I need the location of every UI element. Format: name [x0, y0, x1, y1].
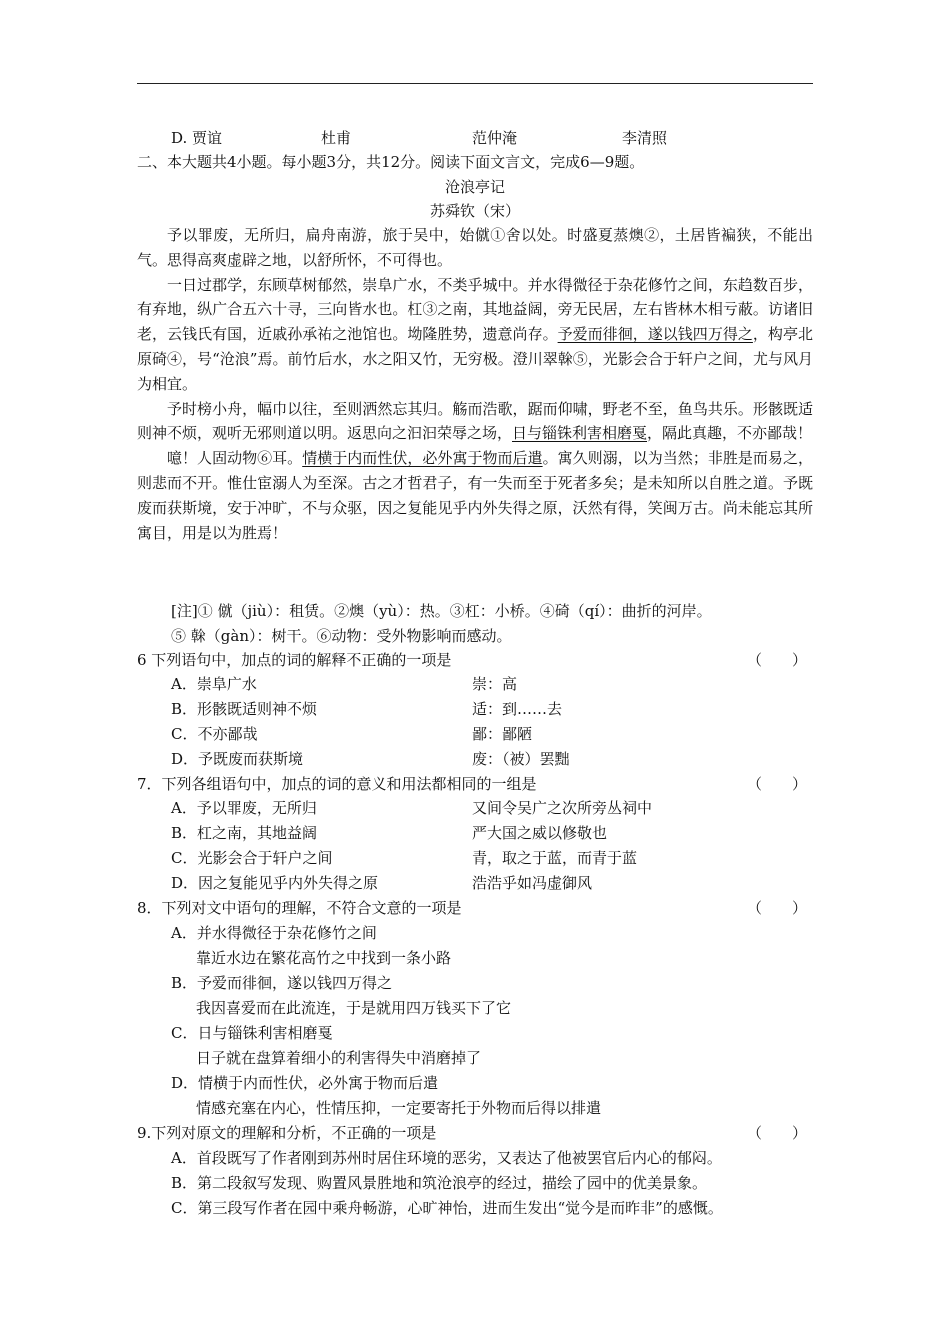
p2-underlined: 予爱而徘徊，遂以钱四万得之 [557, 325, 753, 344]
q7-option-a: A．予以罪废，无所归 [171, 799, 317, 817]
q6-option-a: A．崇阜广水 [171, 675, 257, 693]
note-line-2: ⑤ 榦（gàn）：树干。⑥动物：受外物影响而感动。 [171, 627, 512, 645]
paragraph-2 [137, 273, 813, 397]
q7-option-c: C．光影会合于轩户之间 [171, 849, 333, 867]
p2-text-a: 一日过郡学，东顾草树郁然，崇阜广水，不类乎城中。并水得微径于杂花修竹之间，东趋数百步，有弃地，纵广合五六十寻，三向皆水也。杠③之南，其地益阔，旁无民居，左右皆林木相亏蔽。访诸旧老，云钱氏有国，近戚孙承祐之池馆也。坳隆胜势，遗意尚存。 [137, 275, 813, 344]
top-rule [137, 83, 813, 84]
q7-option-b-pair: 严大国之威以修敬也 [472, 824, 608, 842]
q8-option-a: A．并水得微径于杂花修竹之间 [171, 924, 377, 942]
q9-option-b: B．第二段叙写发现、购置风景胜地和筑沧浪亭的经过，描绘了园中的优美景象。 [171, 1174, 708, 1192]
note-line-1: [注]① 僦（jiù）：租赁。②燠（yù）：热。③杠：小桥。④碕（qí）：曲折的河岸。 [171, 602, 712, 620]
p4-underlined: 情横于内而性伏，必外寓于物而后遣 [302, 449, 543, 468]
p3-underlined: 日与锱铢利害相磨戛 [512, 424, 648, 443]
q7-stem: 7．下列各组语句中，加点的词的意义和用法都相同的一组是 [137, 775, 537, 793]
q6-option-a-meaning: 崇：高 [472, 675, 518, 693]
p4-text-b: 。寓久则溺，以为当然；非胜是而易之，则悲而不开。惟仕宦溺人为至深。古之才哲君子，有一失而至于死者多矣；是未知所以自胜之道。予既废而获斯境，安于冲旷，不与众驱，因之复能见乎内外失得之原，沃然有得，笑闽万古。尚未能忘其所寓目，用是以为胜焉！ [137, 449, 813, 542]
q8-option-b: B．予爱而徘徊，遂以钱四万得之 [171, 974, 393, 992]
q6-answer-blank[interactable]: （ ） [747, 651, 808, 669]
p3-text-b: ，隔此真趣，不亦鄙哉！ [647, 424, 813, 443]
q8-answer-blank[interactable]: （ ） [747, 899, 808, 917]
passage-body [137, 223, 813, 545]
q8-option-c-translation: 日子就在盘算着细小的利害得失中消磨掉了 [196, 1049, 482, 1067]
top-option-c2: 杜甫 [321, 129, 352, 147]
q9-option-c: C．第三段写作者在园中乘舟畅游，心旷神怡，进而生发出“觉今是而昨非”的感慨。 [171, 1199, 723, 1217]
q8-option-b-translation: 我因喜爱而在此流连，于是就用四万钱买下了它 [196, 999, 512, 1017]
q9-stem: 9.下列对原文的理解和分析，不正确的一项是 [137, 1124, 437, 1142]
q8-option-a-translation: 靠近水边在繁花高竹之中找到一条小路 [196, 949, 452, 967]
paragraph-4 [137, 446, 813, 545]
q8-option-d-translation: 情感充塞在内心，性情压抑，一定要寄托于外物而后得以排遣 [196, 1099, 602, 1117]
q8-option-d: D．情横于内而性伏，必外寓于物而后遣 [171, 1074, 439, 1092]
q7-option-d-pair: 浩浩乎如冯虚御风 [472, 874, 593, 892]
q6-option-c-meaning: 鄙：鄙陋 [472, 725, 533, 743]
q6-option-b: B．形骸既适则神不烦 [171, 700, 318, 718]
q6-option-b-meaning: 适：到……去 [472, 700, 563, 718]
q8-stem: 8．下列对文中语句的理解，不符合文意的一项是 [137, 899, 462, 917]
q6-option-d-meaning: 废：（被）罢黜 [472, 750, 570, 768]
p3-text-a: 予时榜小舟，幅巾以往，至则洒然忘其归。觞而浩歌，踞而仰啸，野老不至，鱼鸟共乐。形骸既适则神不烦，观听无邪则道以明。返思向之汩汩荣辱之场， [137, 399, 813, 443]
paragraph-1: 予以罪废，无所归，扁舟南游，旅于吴中，始僦①舍以处。时盛夏蒸燠②，土居皆褊狭，不能出气。思得高爽虚辟之地，以舒所怀，不可得也。 [137, 226, 813, 269]
q9-answer-blank[interactable]: （ ） [747, 1124, 808, 1142]
top-option-label: D. 贾谊 [171, 129, 223, 147]
p2-text-b: ，构亭北原碕④，号“沧浪”焉。前竹后水，水之阳又竹，无穷极。澄川翠榦⑤，光影会合于轩户之间，尤与风月为相宜。 [137, 325, 813, 393]
q6-stem: 6 下列语句中，加点的词的解释不正确的一项是 [137, 651, 452, 669]
q7-option-c-pair: 青，取之于蓝，而青于蓝 [472, 849, 638, 867]
top-option-c3: 范仲淹 [472, 129, 518, 147]
q6-option-d: D．予既废而获斯境 [171, 750, 304, 768]
passage-author: 苏舜钦（宋） [429, 202, 520, 220]
q8-option-c: C．日与锱铢利害相磨戛 [171, 1024, 333, 1042]
q7-option-d: D．因之复能见乎内外失得之原 [171, 874, 379, 892]
q7-option-b: B．杠之南，其地益阔 [171, 824, 318, 842]
paragraph-3 [137, 397, 813, 447]
passage-title: 沧浪亭记 [444, 178, 505, 196]
q7-option-a-pair: 又间令吴广之次所旁丛祠中 [472, 799, 653, 817]
p4-text-a: 噫！人固动物⑥耳。 [167, 449, 303, 468]
section-heading: 二、本大题共4小题。每小题3分，共12分。阅读下面文言文，完成6—9题。 [137, 153, 645, 171]
q6-option-c: C．不亦鄙哉 [171, 725, 258, 743]
q9-option-a: A．首段既写了作者刚到苏州时居住环境的恶劣，又表达了他被罢官后内心的郁闷。 [171, 1149, 722, 1167]
top-option-c4: 李清照 [622, 129, 668, 147]
q7-answer-blank[interactable]: （ ） [747, 775, 808, 793]
